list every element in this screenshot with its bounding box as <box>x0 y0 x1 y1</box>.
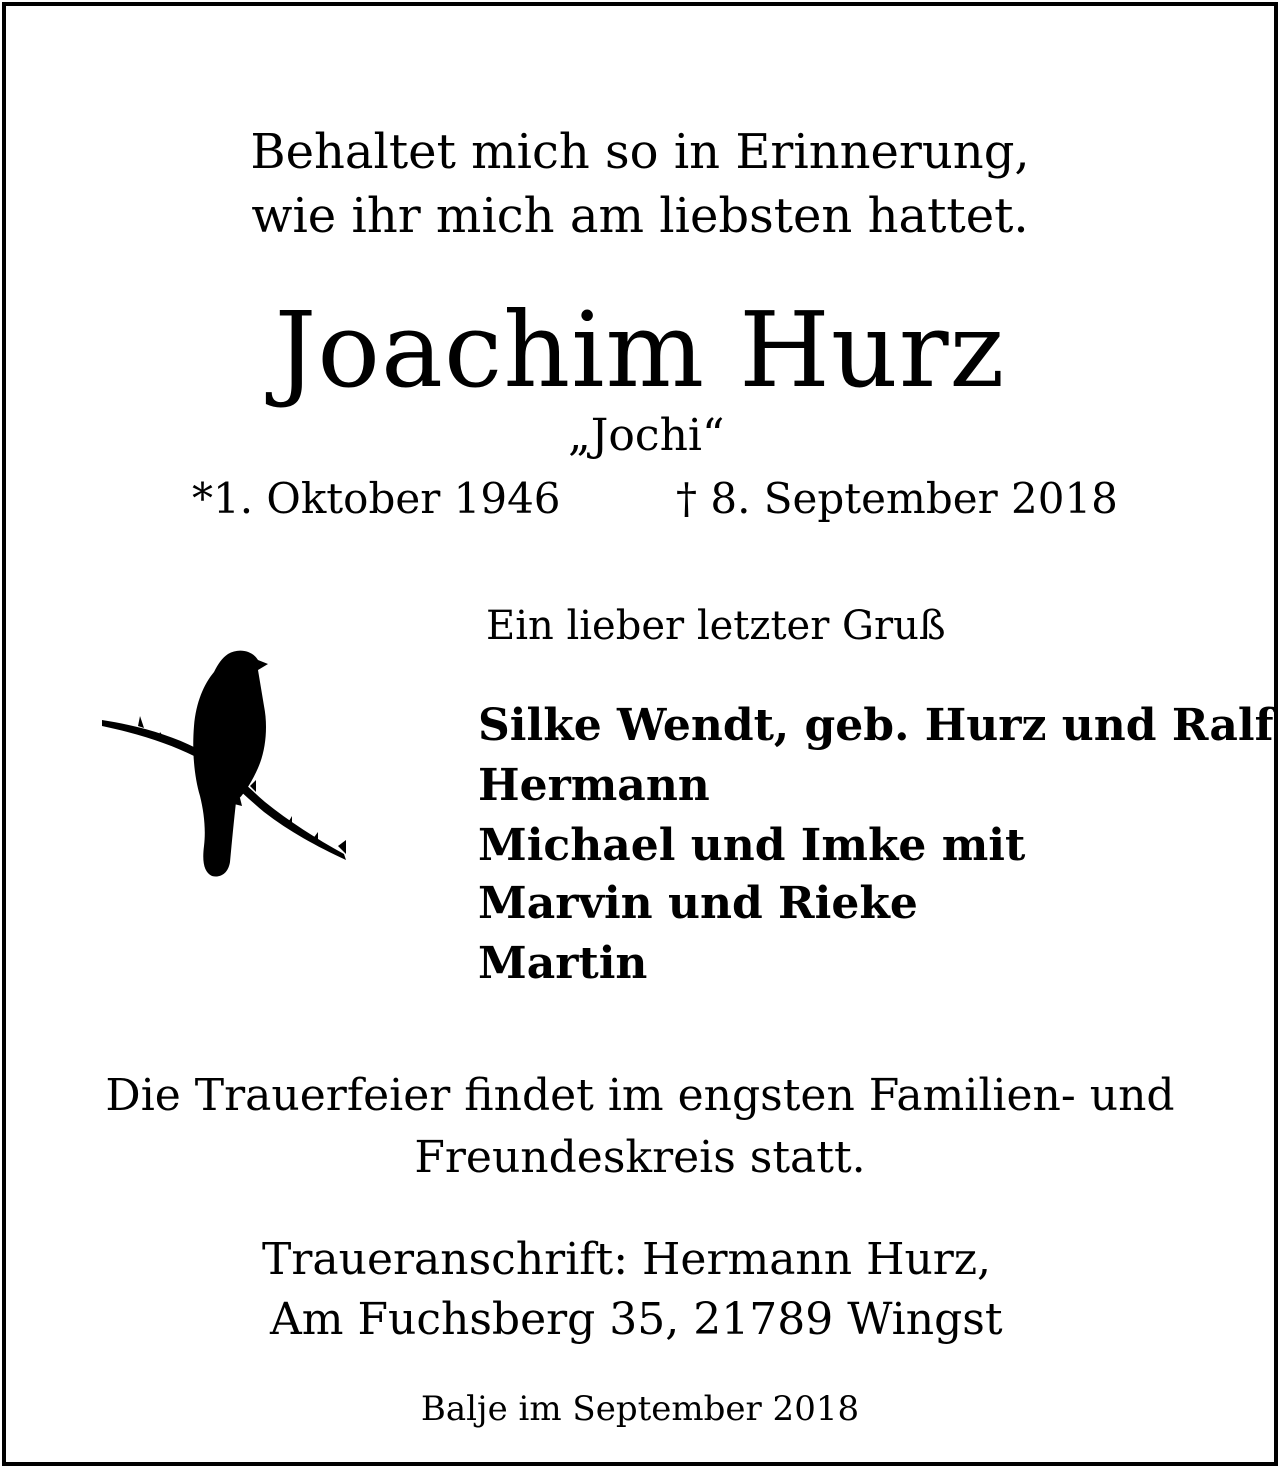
mourner-line: Marvin und Rieke <box>478 878 918 929</box>
death-date: † 8. September 2018 <box>676 474 1118 523</box>
birth-date: *1. Oktober 1946 <box>192 474 561 523</box>
mourner-line: Martin <box>478 938 648 989</box>
quote-line-1: Behaltet mich so in Erinnerung, <box>250 124 1030 180</box>
address-line-1: Traueranschrift: Hermann Hurz, <box>262 1234 992 1285</box>
ceremony-line-1: Die Trauerfeier findet im engsten Familien- und <box>105 1070 1175 1121</box>
bird-on-branch-icon <box>100 640 350 880</box>
deceased-name: Joachim Hurz <box>274 289 1006 411</box>
mourner-line: Silke Wendt, geb. Hurz und Ralf <box>478 700 1274 751</box>
quote-line-2: wie ihr mich am liebsten hattet. <box>251 188 1029 244</box>
address-line-2: Am Fuchsberg 35, 21789 Wingst <box>270 1294 1003 1345</box>
deceased-nickname: „Jochi“ <box>568 410 725 461</box>
mourner-line: Michael und Imke mit <box>478 820 1026 871</box>
mourner-line: Hermann <box>478 760 710 811</box>
farewell-greeting: Ein lieber letzter Gruß <box>486 603 946 649</box>
ceremony-line-2: Freundeskreis statt. <box>414 1132 866 1183</box>
place-and-date: Balje im September 2018 <box>420 1389 860 1429</box>
